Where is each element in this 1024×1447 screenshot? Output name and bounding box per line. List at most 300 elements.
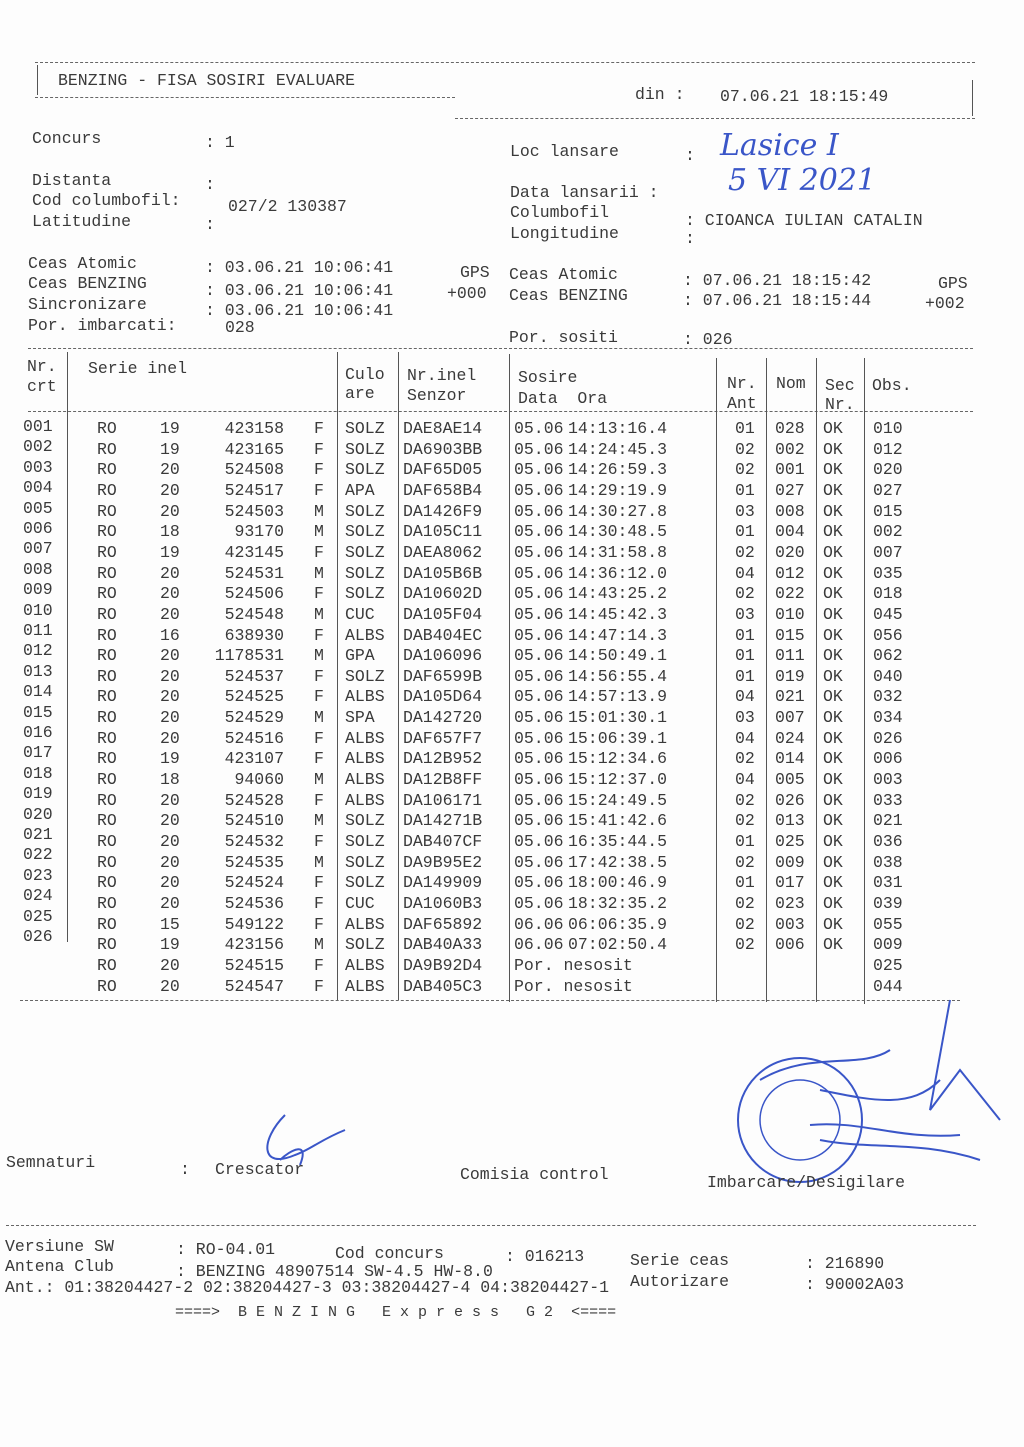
ring-year: 20 [160,480,180,500]
arrival-date: 05.06 [514,770,564,790]
country-code: RO [97,852,117,872]
row-number: 014 [23,682,53,702]
security-status: OK [823,460,843,480]
sex: M [314,708,324,728]
security-status: OK [823,419,843,438]
sensor-id: DAB407CF [403,832,483,851]
observation: 056 [873,625,903,645]
security-status: OK [823,625,843,645]
row-number: 018 [23,763,53,783]
arrival-date: 05.06 [514,480,564,500]
row-number: 007 [23,539,53,559]
imbarcati-label: Por. imbarcati: [28,316,177,335]
ring-year: 20 [160,604,180,624]
sincronizare-label: Sincronizare [28,295,147,314]
antenna-number: 04 [735,563,755,583]
sex: F [314,666,324,686]
arrival-time: 17:42:38.5 [568,852,668,872]
nom-number: 008 [775,501,805,521]
ring-year: 20 [160,790,180,810]
antenna-number: 01 [735,832,755,851]
ring-number: 1178531 [214,646,284,666]
sex: F [314,790,324,810]
color: APA [345,480,375,500]
header-nr: Nr. [27,357,57,376]
sex: M [314,522,324,542]
security-status: OK [823,852,843,872]
nom-number: 025 [775,832,805,851]
divider [35,62,975,63]
country-code: RO [97,625,117,645]
color: SOLZ [345,811,385,831]
arrival-date: 05.06 [514,439,564,459]
column-rule [67,352,68,942]
observation: 035 [873,563,903,583]
semnaturi-sep: : [180,1160,190,1179]
arrival-time: 06:06:35.9 [568,914,668,934]
nom-number: 015 [775,625,805,645]
antenna-number: 02 [735,542,755,562]
security-status: OK [823,542,843,562]
antenna-number: 01 [735,646,755,666]
arrival-time: 14:26:59.3 [568,460,668,480]
antenna-number: 02 [735,893,755,913]
ring-year: 19 [160,749,180,769]
arrival-time: 14:50:49.1 [568,646,668,666]
column-rule [509,354,510,1002]
color: ALBS [345,976,385,996]
arrival-time: 15:12:37.0 [568,770,668,790]
columbofil-name: : CIOANCA IULIAN CATALIN [685,211,923,230]
sex: M [314,563,324,583]
observation: 034 [873,708,903,728]
arrival-time: 14:43:25.2 [568,584,668,604]
club-stamp-outer [738,1058,862,1182]
sensor-id: DA105D64 [403,687,483,707]
row-number: 013 [23,661,53,681]
antenna-number: 02 [735,460,755,480]
ring-number: 524529 [224,708,284,728]
ring-year: 20 [160,832,180,851]
start-atomic-label: Ceas Atomic [28,254,137,273]
sensor-id: DA6903BB [403,439,483,459]
header-senzor: Senzor [407,386,467,405]
country-code: RO [97,604,117,624]
ring-number: 638930 [224,625,284,645]
color: SOLZ [345,666,385,686]
ring-number: 423156 [224,935,284,955]
loc-lansare-label: Loc lansare [510,142,619,161]
ring-number: 524515 [224,955,284,975]
ring-number: 524528 [224,790,284,810]
country-code: RO [97,935,117,955]
arrival-date: 05.06 [514,501,564,521]
column-rule [398,352,399,1000]
arrival-time: 15:24:49.5 [568,790,668,810]
ring-year: 20 [160,501,180,521]
arrival-date: Por. nesosit [514,955,633,975]
distanta-value: : [205,175,215,194]
color: ALBS [345,770,385,790]
country-code: RO [97,666,117,686]
antenna-number: 02 [735,935,755,955]
country-code: RO [97,708,117,728]
security-status: OK [823,914,843,934]
sex: F [314,749,324,769]
country-code: RO [97,893,117,913]
ring-year: 20 [160,708,180,728]
ring-number: 524508 [224,460,284,480]
arrival-time: 16:35:44.5 [568,832,668,851]
security-status: OK [823,604,843,624]
ring-number: 524525 [224,687,284,707]
ring-number: 524532 [224,832,284,851]
antenna-number: 01 [735,480,755,500]
color: SOLZ [345,460,385,480]
country-code: RO [97,790,117,810]
observation: 025 [873,955,903,975]
ring-year: 20 [160,460,180,480]
sex: M [314,646,324,666]
color: SOLZ [345,522,385,542]
benzing-express-banner: ====> B E N Z I N G E x p r e s s G 2 <==== [175,1304,617,1321]
security-status: OK [823,522,843,542]
sex: F [314,955,324,975]
data-lansarii-label: Data lansarii : [510,183,659,202]
observation: 033 [873,790,903,810]
sensor-id: DA1426F9 [403,501,483,521]
serie-ceas-value: : 216890 [805,1254,885,1273]
row-number: 021 [23,825,53,844]
sensor-id: DA10602D [403,584,483,604]
arrival-date: 06.06 [514,914,564,934]
arrival-date: 05.06 [514,460,564,480]
ring-year: 20 [160,976,180,996]
arrival-time: 18:32:35.2 [568,893,668,913]
arrival-date: 05.06 [514,687,564,707]
sensor-id: DAB405C3 [403,976,483,996]
arrival-time: 14:56:55.4 [568,666,668,686]
country-code: RO [97,646,117,666]
antenna-number: 04 [735,770,755,790]
stamp-and-signatures [700,990,1020,1190]
color: SOLZ [345,832,385,851]
country-code: RO [97,419,117,438]
antenna-number: 01 [735,666,755,686]
header-sosire: Sosire [518,368,578,387]
arrival-date: 05.06 [514,749,564,769]
antenna-number: 02 [735,790,755,810]
ring-number: 524531 [224,563,284,583]
country-code: RO [97,770,117,790]
nom-number: 014 [775,749,805,769]
autorizare-label: Autorizare [630,1272,730,1291]
security-status: OK [823,749,843,769]
ring-number: 423158 [224,419,284,438]
row-number: 020 [23,804,53,824]
header-obs: Obs. [872,376,912,395]
arrival-date: 05.06 [514,604,564,624]
divider [455,118,975,119]
antenna-number: 02 [735,439,755,459]
sensor-id: DA105C11 [403,522,483,542]
observation: 010 [873,419,903,438]
ring-number: 524536 [224,893,284,913]
country-code: RO [97,832,117,851]
antena-club-value: : BENZING 48907514 SW-4.5 HW-8.0 [176,1262,493,1281]
sensor-id: DA14271B [403,811,483,831]
color: SOLZ [345,584,385,604]
observation: 006 [873,749,903,769]
observation: 038 [873,852,903,872]
longitudine-value: : [685,229,695,248]
color: ALBS [345,914,385,934]
sensor-id: DA149909 [403,873,483,893]
ring-number: 524517 [224,480,284,500]
antenna-number: 02 [735,852,755,872]
antena-club-label: Antena Club [5,1257,114,1276]
security-status: OK [823,563,843,583]
distanta-label: Distanta [32,171,112,190]
security-status: OK [823,501,843,521]
row-number: 005 [23,498,53,518]
color: CUC [345,604,375,624]
observation: 040 [873,666,903,686]
ring-year: 20 [160,666,180,686]
antenna-list: Ant.: 01:38204427-2 02:38204427-3 03:38204427-4 04:38204427-1 [5,1278,609,1297]
header-culoare-1: Culo [345,365,385,384]
observation: 007 [873,542,903,562]
cod-columbofil-value: 027/2 130387 [228,197,347,216]
country-code: RO [97,976,117,996]
header-sec: Sec [825,376,855,395]
divider [37,65,38,95]
arrival-date: 05.06 [514,625,564,645]
ring-number: 94060 [234,770,284,790]
sensor-id: DA106171 [403,790,483,810]
sex: M [314,852,324,872]
sensor-id: DA12B952 [403,749,483,769]
nom-number: 005 [775,770,805,790]
end-atomic-value: : 07.06.21 18:15:42 [683,271,872,290]
ring-number: 524547 [224,976,284,996]
table-top-border [28,348,973,349]
country-code: RO [97,563,117,583]
row-number: 009 [23,580,53,600]
start-benzing-value: : 03.06.21 10:06:41 [205,281,394,300]
sositi-value: : 026 [683,330,733,349]
observation: 015 [873,501,903,521]
column-rule [816,358,817,1002]
cod-concurs-value: : 016213 [505,1247,585,1266]
antenna-number: 02 [735,584,755,604]
sensor-id: DA1060B3 [403,893,483,913]
table-header-border [28,411,973,412]
ring-number: 524535 [224,852,284,872]
arrival-date: 05.06 [514,666,564,686]
arrival-time: 14:57:13.9 [568,687,668,707]
antenna-number: 04 [735,728,755,748]
antenna-number: 01 [735,419,755,438]
ring-year: 19 [160,439,180,459]
country-code: RO [97,584,117,604]
sex: F [314,419,324,438]
arrival-time: 14:36:12.0 [568,563,668,583]
sensor-id: DAB40A33 [403,935,483,955]
arrival-date: 06.06 [514,935,564,955]
ring-number: 524503 [224,501,284,521]
nom-number: 028 [775,419,805,438]
country-code: RO [97,522,117,542]
color: ALBS [345,625,385,645]
ring-year: 20 [160,646,180,666]
security-status: OK [823,584,843,604]
sensor-id: DAE8AE14 [403,419,483,438]
ring-number: 93170 [234,522,284,542]
arrival-date: 05.06 [514,646,564,666]
ring-year: 19 [160,542,180,562]
data-lansarii-handwritten: 5 VI 2021 [728,163,877,198]
header-nom: Nom [776,374,806,393]
antenna-number: 02 [735,914,755,934]
antenna-number: 02 [735,749,755,769]
security-status: OK [823,832,843,851]
security-status: OK [823,480,843,500]
color: ALBS [345,687,385,707]
country-code: RO [97,955,117,975]
color: SOLZ [345,501,385,521]
sensor-id: DA9B92D4 [403,955,483,975]
antenna-number: 03 [735,501,755,521]
latitudine-value: : [205,215,215,234]
column-rule [864,358,865,1004]
antenna-number: 02 [735,811,755,831]
country-code: RO [97,501,117,521]
arrival-time: 14:31:58.8 [568,542,668,562]
nom-number: 026 [775,790,805,810]
country-code: RO [97,439,117,459]
longitudine-label: Longitudine [510,224,619,243]
row-number: 012 [23,641,53,661]
sositi-label: Por. sositi [509,328,618,347]
arrival-date: 05.06 [514,728,564,748]
nom-number: 004 [775,522,805,542]
column-rule [766,358,767,1002]
security-status: OK [823,893,843,913]
date-label: din : [635,85,685,104]
sensor-id: DA105B6B [403,563,483,583]
color: ALBS [345,790,385,810]
country-code: RO [97,873,117,893]
nom-number: 002 [775,439,805,459]
nom-number: 001 [775,460,805,480]
arrival-date: Por. nesosit [514,976,633,996]
sex: F [314,687,324,707]
sex: M [314,604,324,624]
sex: F [314,460,324,480]
row-number: 003 [23,457,53,477]
sincronizare-value: : 03.06.21 10:06:41 [205,301,394,320]
arrival-time: 15:06:39.1 [568,728,668,748]
color: SOLZ [345,935,385,955]
columbofil-label: Columbofil [510,203,610,222]
ring-year: 20 [160,955,180,975]
arrival-date: 05.06 [514,893,564,913]
sensor-id: DA106096 [403,646,483,666]
security-status: OK [823,708,843,728]
color: SOLZ [345,873,385,893]
arrival-time: 14:30:48.5 [568,522,668,542]
color: GPA [345,646,375,666]
arrival-time: 14:29:19.9 [568,480,668,500]
header-serie-inel: Serie inel [88,359,188,378]
nom-number: 019 [775,666,805,686]
sensor-id: DA105F04 [403,604,483,624]
ring-number: 524524 [224,873,284,893]
ring-number: 423165 [224,439,284,459]
nom-number: 017 [775,873,805,893]
ring-year: 18 [160,522,180,542]
color: SOLZ [345,542,385,562]
autorizare-value: : 90002A03 [805,1275,905,1294]
color: ALBS [345,728,385,748]
ring-year: 15 [160,914,180,934]
nom-number: 020 [775,542,805,562]
color: CUC [345,893,375,913]
color: SOLZ [345,419,385,438]
ring-year: 20 [160,584,180,604]
sensor-id: DA9B95E2 [403,852,483,872]
divider [972,80,973,116]
observation: 039 [873,893,903,913]
observation: 044 [873,976,903,996]
nom-number: 012 [775,563,805,583]
ring-year: 16 [160,625,180,645]
ring-year: 19 [160,935,180,955]
sex: F [314,832,324,851]
sensor-id: DAF65892 [403,914,483,934]
observation: 062 [873,646,903,666]
divider [6,1225,976,1226]
arrival-date: 05.06 [514,832,564,851]
ring-year: 20 [160,852,180,872]
column-rule [337,352,338,1000]
ring-year: 20 [160,873,180,893]
header-ant: Ant [727,394,757,413]
observation: 018 [873,584,903,604]
cod-columbofil-label: Cod columbofil: [32,191,181,210]
sex: F [314,893,324,913]
arrival-date: 05.06 [514,852,564,872]
row-number: 011 [23,621,53,640]
sensor-id: DA12B8FF [403,770,483,790]
arrival-time: 18:00:46.9 [568,873,668,893]
security-status: OK [823,811,843,831]
arrival-date: 05.06 [514,542,564,562]
start-benzing-offset: +000 [447,284,487,303]
ring-year: 20 [160,687,180,707]
sex: F [314,728,324,748]
sensor-id: DAF657F7 [403,728,483,748]
arrival-time: 07:02:50.4 [568,935,668,955]
country-code: RO [97,687,117,707]
observation: 055 [873,914,903,934]
color: SPA [345,708,375,728]
arrival-date: 05.06 [514,584,564,604]
nom-number: 007 [775,708,805,728]
row-number: 004 [23,478,53,498]
arrival-date: 05.06 [514,811,564,831]
